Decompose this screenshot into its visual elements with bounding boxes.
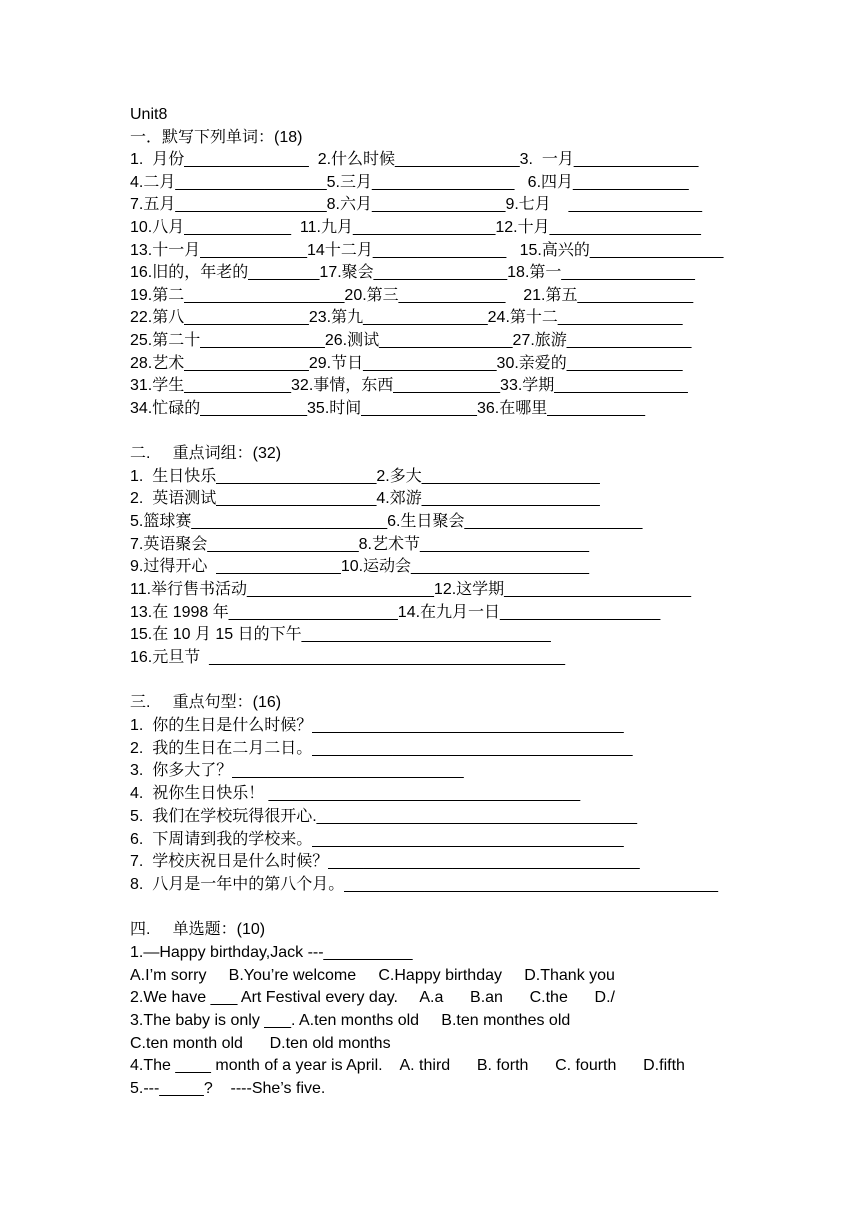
sentence-line: 1. 你的生日是什么时候？___________________________________ (130, 717, 624, 735)
sentence-line: 4. 祝你生日快乐！ ___________________________________ (130, 785, 581, 803)
vocab-line: 34.忙碌的____________35.时间_____________36.在哪里___________ (130, 399, 646, 417)
vocab-line: 16.旧的，年老的________17.聚会_______________18.第一_______________ (130, 264, 695, 282)
sentence-line: 2. 我的生日在二月二日。____________________________________ (130, 739, 633, 757)
phrase-line: 16.元旦节 ________________________________________ (130, 649, 566, 667)
section-phrases (130, 443, 770, 670)
sentence-line: 5. 我们在学校玩得很开心.____________________________________ (130, 807, 638, 825)
section-sentences (130, 692, 770, 896)
vocab-line: 28.艺术______________29.节日_______________30.亲爱的_____________ (130, 354, 683, 372)
question-line: 5.---_____? ----She’s five. (130, 1079, 326, 1097)
vocab-line: 10.八月____________ 11.九月________________12.十月_________________ (130, 218, 701, 236)
vocab-line: 13.十一月____________14十二月_______________ 15.高兴的_______________ (130, 241, 724, 259)
sentence-line: 3. 你多大了？__________________________ (130, 762, 464, 780)
worksheet (130, 104, 770, 1101)
section-heading: 二. 重点词组：(32) (130, 444, 282, 462)
phrase-line: 11.举行售书活动_____________________12.这学期_____________________ (130, 581, 692, 599)
section-vocabulary (130, 127, 770, 421)
question-line: 2.We have ___ Art Festival every day. A.a B.an C.the D./ (130, 989, 615, 1007)
phrase-line: 5.篮球赛______________________6.生日聚会____________________ (130, 512, 643, 530)
vocab-line: 1. 月份______________ 2.什么时候______________3. 一月______________ (130, 151, 699, 169)
vocab-line: 7.五月_________________8.六月_______________9.七月 _______________ (130, 196, 703, 214)
question-line: C.ten month old D.ten old months (130, 1034, 391, 1052)
section-heading: 四. 单选题：(10) (130, 921, 266, 939)
vocab-line: 31.学生____________32.事情，东西____________33.学期_______________ (130, 377, 688, 395)
phrase-line: 13.在 1998 年___________________14.在九月一日__________________ (130, 603, 661, 621)
sentence-line: 6. 下周请到我的学校来。___________________________________ (130, 830, 624, 848)
vocab-line: 25.第二十______________26.测试_______________27.旅游______________ (130, 331, 692, 349)
spacer (130, 897, 770, 920)
phrase-line: 7.英语聚会_________________8.艺术节___________________ (130, 535, 590, 553)
section-multiple-choice (130, 919, 770, 1101)
section-heading: 三. 重点句型：(16) (130, 694, 282, 712)
phrase-line: 15.在 10 月 15 日的下午____________________________ (130, 626, 551, 644)
vocab-line: 22.第八______________23.第九______________24.第十二______________ (130, 309, 683, 327)
question-line: 4.The ____ month of a year is April. A. third B. forth C. fourth D.fifth (130, 1057, 685, 1075)
spacer (130, 670, 770, 693)
vocab-line: 19.第二__________________20.第三____________ 21.第五_____________ (130, 286, 694, 304)
phrase-line: 1. 生日快乐__________________2.多大____________________ (130, 467, 600, 485)
question-line: 1.—Happy birthday,Jack ---__________ (130, 943, 413, 961)
question-line: 3.The baby is only ___. A.ten months old B.ten monthes old (130, 1011, 571, 1029)
sentence-line: 7. 学校庆祝日是什么时候？___________________________________ (130, 853, 640, 871)
vocab-line: 4.二月_________________5.三月________________ 6.四月_____________ (130, 173, 689, 191)
phrase-line: 9.过得开心 ______________10.运动会____________________ (130, 558, 590, 576)
page-title: Unit8 (130, 106, 168, 123)
sentence-line: 8. 八月是一年中的第八个月。__________________________________________ (130, 875, 718, 893)
question-line: A.I’m sorry B.You’re welcome C.Happy birthday D.Thank you (130, 966, 615, 984)
section-heading: 一．默写下列单词：(18) (130, 128, 303, 146)
phrase-line: 2. 英语测试__________________4.郊游____________________ (130, 490, 600, 508)
spacer (130, 420, 770, 443)
